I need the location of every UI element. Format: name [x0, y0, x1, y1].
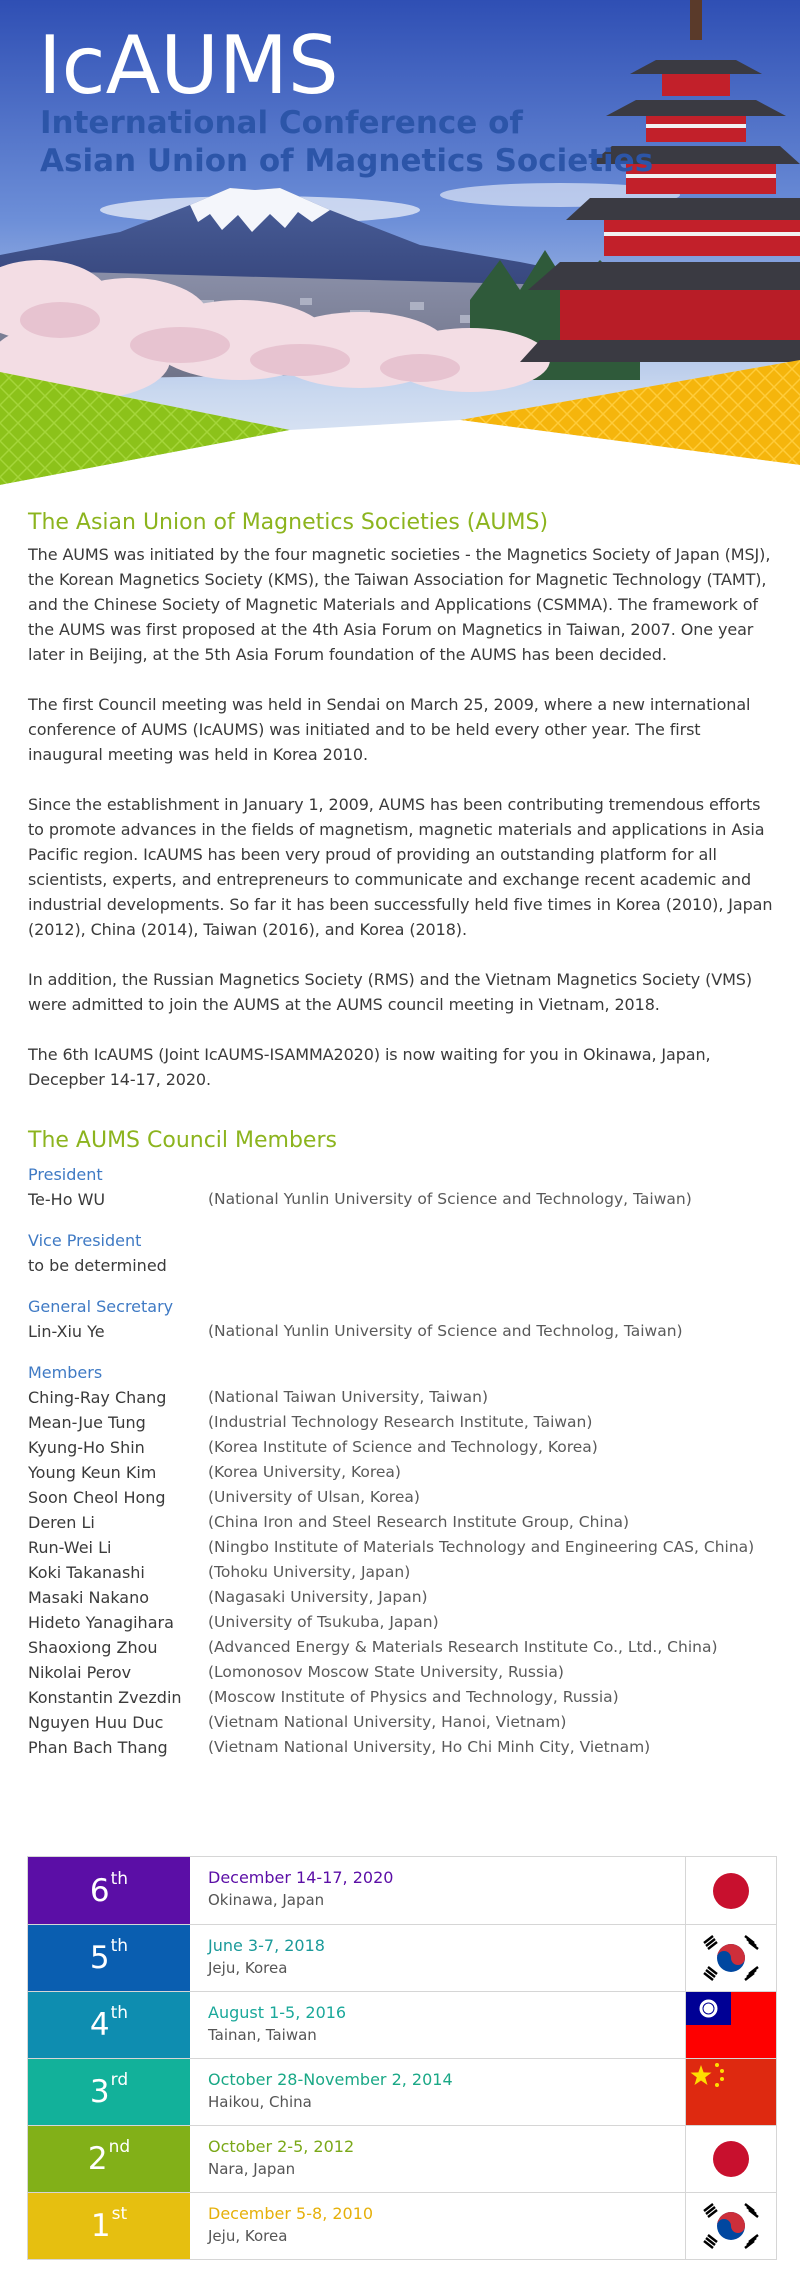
- member-affiliation: (Korea University, Korea): [208, 1463, 401, 1481]
- member-name: Phan Bach Thang: [28, 1738, 168, 1757]
- edition-date: August 1-5, 2016: [208, 2003, 347, 2022]
- edition-info: [190, 2126, 686, 2192]
- flag-cell: [686, 1992, 776, 2058]
- edition-number: 3: [89, 2074, 110, 2110]
- main-content: [28, 508, 778, 1760]
- conference-history-table: [27, 1856, 777, 2260]
- member-row: [28, 1485, 778, 1510]
- group-label: Vice President: [28, 1231, 142, 1250]
- edition-suffix: th: [110, 1936, 129, 1956]
- group-label: General Secretary: [28, 1297, 174, 1316]
- intro-paragraph: The first Council meeting was held in Sendai on March 25, 2009, where a new international conference of AUMS (IcAUMS) was initiated and to be held every other year. The first inaugural meeting was held in Korea 2010.: [28, 695, 751, 764]
- member-name: Kyung-Ho Shin: [28, 1438, 145, 1457]
- member-name: Deren Li: [28, 1513, 95, 1532]
- member-name: Young Keun Kim: [28, 1463, 157, 1482]
- edition-number: 6: [89, 1872, 110, 1909]
- edition-place: Tainan, Taiwan: [208, 2026, 317, 2044]
- edition-place: Okinawa, Japan: [208, 1891, 325, 1909]
- council-group-vice-president: [28, 1228, 778, 1278]
- member-name: Konstantin Zvezdin: [28, 1688, 182, 1707]
- member-affiliation: (University of Ulsan, Korea): [208, 1488, 420, 1506]
- member-affiliation: (Lomonosov Moscow State University, Russia): [208, 1663, 564, 1681]
- edition-number: 1: [90, 2208, 111, 2244]
- member-name: Te-Ho WU: [28, 1190, 106, 1209]
- member-name: Hideto Yanagihara: [28, 1613, 174, 1632]
- member-row: [28, 1535, 778, 1560]
- member-name: Soon Cheol Hong: [28, 1488, 166, 1507]
- member-row: [28, 1460, 778, 1485]
- member-affiliation: (National Yunlin University of Science and Technology, Taiwan): [208, 1190, 692, 1208]
- member-affiliation: (China Iron and Steel Research Institute Group, China): [208, 1513, 630, 1531]
- edition-place: Jeju, Korea: [208, 2227, 288, 2245]
- japan-flag-icon: [711, 2139, 751, 2179]
- edition-cell: [28, 2193, 190, 2259]
- member-affiliation: (Advanced Energy & Materials Research Institute Co., Ltd., China): [208, 1638, 718, 1656]
- member-name: Shaoxiong Zhou: [28, 1638, 158, 1657]
- member-affiliation: (Vietnam National University, Hanoi, Vietnam): [208, 1713, 567, 1731]
- member-affiliation: (Ningbo Institute of Materials Technology and Engineering CAS, China): [208, 1538, 755, 1556]
- member-row: [28, 1319, 778, 1344]
- edition-date: June 3-7, 2018: [208, 1936, 325, 1955]
- china-flag-icon: [686, 2059, 776, 2125]
- flag-cell: [686, 2059, 776, 2125]
- member-row: [28, 1435, 778, 1460]
- member-row: [28, 1410, 778, 1435]
- member-row: [28, 1510, 778, 1535]
- member-name: to be determined: [28, 1256, 167, 1275]
- edition-place: Jeju, Korea: [208, 1959, 288, 1977]
- member-name: Nikolai Perov: [28, 1663, 132, 1682]
- history-row: [28, 2192, 776, 2259]
- member-affiliation: (National Taiwan University, Taiwan): [208, 1388, 488, 1406]
- edition-place: Haikou, China: [208, 2093, 312, 2111]
- member-row: [28, 1253, 778, 1278]
- member-name: Koki Takanashi: [28, 1563, 145, 1582]
- edition-cell: [28, 2126, 190, 2192]
- hero-banner: [0, 0, 800, 490]
- edition-info: [190, 1857, 686, 1924]
- edition-number: 5: [89, 1940, 110, 1976]
- edition-cell: [28, 1992, 190, 2058]
- member-row: [28, 1187, 778, 1212]
- edition-date: December 14-17, 2020: [208, 1868, 394, 1887]
- intro-title: The Asian Union of Magnetics Societies (AUMS): [28, 510, 549, 535]
- intro-paragraph: The 6th IcAUMS (Joint IcAUMS-ISAMMA2020) is now waiting for you in Okinawa, Japan, Decepber 14-17, 2020.: [28, 1045, 711, 1089]
- edition-date: October 2-5, 2012: [208, 2137, 355, 2156]
- flag-cell: [686, 2193, 776, 2259]
- member-row: [28, 1710, 778, 1735]
- edition-place: Nara, Japan: [208, 2160, 296, 2178]
- member-affiliation: (Vietnam National University, Ho Chi Minh City, Vietnam): [208, 1738, 651, 1756]
- edition-suffix: th: [110, 1868, 129, 1889]
- council-title: The AUMS Council Members: [28, 1128, 337, 1153]
- member-row: [28, 1585, 778, 1610]
- intro-paragraph: The AUMS was initiated by the four magnetic societies - the Magnetics Society of Japan (MSJ), the Korean Magnetics Society (KMS), the Taiwan Association for Magnetic Technology (TAMT), and the Chinese Society of Magnetic Materials and Applications (CSMMA). The framework of the AUMS was first proposed at the 4th Asia Forum on Magnetics in Taiwan, 2007. One year later in Beijing, at the 5th Asia Forum foundation of the AUMS has been decided.: [28, 545, 771, 664]
- member-name: Masaki Nakano: [28, 1588, 150, 1607]
- group-label: President: [28, 1165, 103, 1184]
- history-row: [28, 1924, 776, 1991]
- council-list: [28, 1162, 778, 1760]
- member-row: [28, 1635, 778, 1660]
- member-row: [28, 1385, 778, 1410]
- flag-cell: [686, 1857, 776, 1924]
- intro-paragraph: In addition, the Russian Magnetics Society (RMS) and the Vietnam Magnetics Society (VMS) were admitted to join the AUMS at the AUMS council meeting in Vietnam, 2018.: [28, 970, 752, 1014]
- history-row: [28, 1857, 776, 1924]
- member-affiliation: (Moscow Institute of Physics and Technology, Russia): [208, 1688, 619, 1706]
- edition-info: [190, 1925, 686, 1991]
- brand-logo-text: IcAUMS: [38, 19, 339, 112]
- member-row: [28, 1610, 778, 1635]
- edition-number: 2: [87, 2141, 108, 2177]
- member-name: Run-Wei Li: [28, 1538, 112, 1557]
- history-row: [28, 2125, 776, 2192]
- edition-cell: [28, 1857, 190, 1924]
- korea-flag-icon: [700, 2199, 762, 2253]
- council-group-president: [28, 1162, 778, 1212]
- edition-info: [190, 2193, 686, 2259]
- intro-paragraphs: [28, 542, 778, 1092]
- history-row: [28, 2058, 776, 2125]
- edition-date: October 28-November 2, 2014: [208, 2070, 453, 2089]
- edition-info: [190, 2059, 686, 2125]
- member-affiliation: (Industrial Technology Research Institute, Taiwan): [208, 1413, 593, 1431]
- flag-cell: [686, 1925, 776, 1991]
- council-group-members: [28, 1360, 778, 1760]
- member-affiliation: (Korea Institute of Science and Technology, Korea): [208, 1438, 598, 1456]
- group-label: Members: [28, 1363, 103, 1382]
- member-row: [28, 1735, 778, 1760]
- edition-suffix: nd: [108, 2137, 131, 2157]
- taiwan-flag-icon: [686, 1992, 776, 2058]
- edition-info: [190, 1992, 686, 2058]
- edition-suffix: th: [110, 2003, 129, 2023]
- council-group-general-secretary: [28, 1294, 778, 1344]
- edition-cell: [28, 2059, 190, 2125]
- history-row: [28, 1991, 776, 2058]
- edition-number: 4: [89, 2007, 110, 2043]
- member-name: Mean-Jue Tung: [28, 1413, 146, 1432]
- hero-subtitle: [40, 104, 653, 180]
- edition-date: December 5-8, 2010: [208, 2204, 374, 2223]
- member-affiliation: (National Yunlin University of Science and Technolog, Taiwan): [208, 1322, 683, 1340]
- hero-subtitle-line1: International Conference of: [40, 105, 523, 141]
- member-row: [28, 1685, 778, 1710]
- edition-cell: [28, 1925, 190, 1991]
- edition-suffix: st: [111, 2204, 128, 2224]
- edition-suffix: rd: [110, 2070, 129, 2090]
- korea-flag-icon: [700, 1931, 762, 1985]
- member-row: [28, 1560, 778, 1585]
- hero-subtitle-line2: Asian Union of Magnetics Societies: [40, 143, 654, 179]
- flag-cell: [686, 2126, 776, 2192]
- member-name: Ching-Ray Chang: [28, 1388, 167, 1407]
- intro-paragraph: Since the establishment in January 1, 2009, AUMS has been contributing tremendous efforts to promote advances in the fields of magnetism, magnetic materials and applications in Asia Pacific region. IcAUMS has been very proud of providing an outstanding platform for all scientists, experts, and entrepreneurs to communicate and exchange recent academic and industrial developments. So far it has been successfully held five times in Korea (2010), Japan (2012), China (2014), Taiwan (2016), and Korea (2018).: [28, 795, 773, 939]
- member-affiliation: (Nagasaki University, Japan): [208, 1588, 428, 1606]
- japan-flag-icon: [711, 1871, 751, 1911]
- member-name: Lin-Xiu Ye: [28, 1322, 105, 1341]
- member-name: Nguyen Huu Duc: [28, 1713, 164, 1732]
- member-affiliation: (Tohoku University, Japan): [208, 1563, 411, 1581]
- member-row: [28, 1660, 778, 1685]
- member-affiliation: (University of Tsukuba, Japan): [208, 1613, 439, 1631]
